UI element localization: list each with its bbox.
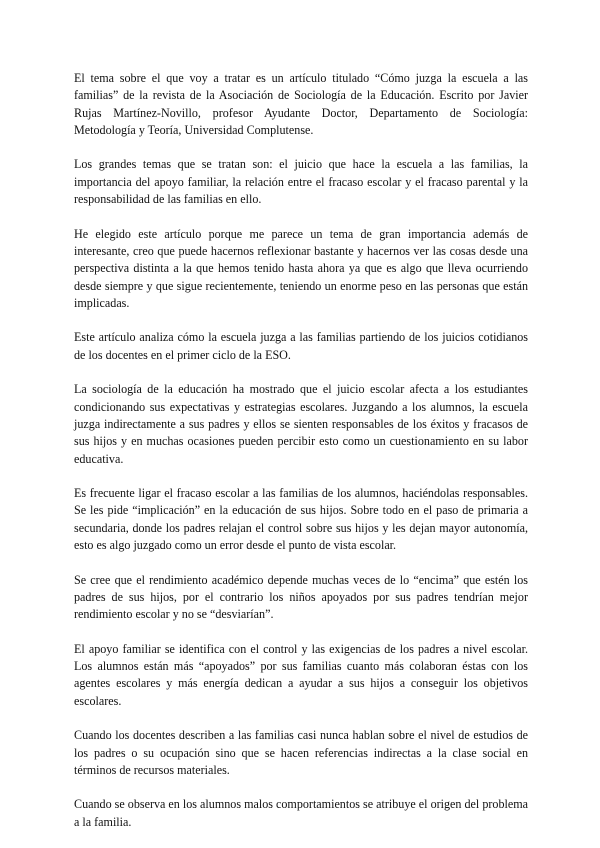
paragraph-intro: El tema sobre el que voy a tratar es un artículo titulado “Cómo juzga la escuela a las familias” de la revista de la Asociación de Sociología de la Educación. Escrito por Javier Rujas Martínez-Novillo, profesor Ayudante Doctor, Departamento de Sociología: Metodología y Teoría, Universidad Complutense. bbox=[74, 71, 528, 137]
paragraph-teacher-descriptions: Cuando los docentes describen a las familias casi nunca hablan sobre el nivel de estudios de los padres o su ocupación sino que se hacen referencias indirectas a la clase social en términos de recursos materiales. bbox=[74, 728, 528, 777]
paragraph-school-failure: Es frecuente ligar el fracaso escolar a las familias de los alumnos, haciéndolas responsables. Se les pide “implicación” en la educación de sus hijos. Sobre todo en el paso de primaria a secundaria, donde los padres relajan el control sobre sus hijos y les dejan mayor autonomía, esto es algo juzgado como un error desde el punto de vista escolar. bbox=[74, 486, 528, 553]
paragraph-sociology-education: La sociología de la educación ha mostrado que el juicio escolar afecta a los estudiantes condicionando sus expectativas y estrategias escolares. Juzgando a los alumnos, la escuela juzga indirectamente a sus padres y ellos se sienten responsables de los éxitos y fracasos de sus hijos y en muchas ocasiones pueden percibir esto como un cuestionamiento en su labor educativa. bbox=[74, 382, 528, 466]
paragraph-academic-performance: Se cree que el rendimiento académico depende muchas veces de lo “encima” que estén los padres de sus hijos, por el contrario los niños apoyados por sus padres tendrían mejor rendimiento escolar y no se “desviarían”. bbox=[74, 572, 528, 622]
paragraph-motivation: He elegido este artículo porque me parece un tema de gran importancia además de interesante, creo que puede hacernos reflexionar bastante y hacernos ver las cosas desde una perspectiva distinta a la que hemos tenido hasta ahora ya que es algo que lleva ocurriendo desde siempre y que sigue recientemente, teniendo un enorme peso en las personas que están implicadas. bbox=[74, 226, 528, 310]
paragraph-behavior-origin: Cuando se observa en los alumnos malos comportamientos se atribuye el origen del problema a la familia. bbox=[74, 797, 528, 829]
paragraph-family-support: El apoyo familiar se identifica con el control y las exigencias de los padres a nivel escolar. Los alumnos están más “apoyados” por sus familias cuanto más colaboran éstas con los agentes escolares y más energía dedican a ayudar a sus hijos a conseguir los objetivos escolares. bbox=[74, 641, 528, 708]
document-body bbox=[74, 70, 528, 848]
paragraph-article-scope: Este artículo analiza cómo la escuela juzga a las familias partiendo de los juicios cotidianos de los docentes en el primer ciclo de la ESO. bbox=[74, 330, 528, 362]
paragraph-main-topics: Los grandes temas que se tratan son: el juicio que hace la escuela a las familias, la importancia del apoyo familiar, la relación entre el fracaso escolar y el fracaso parental y la responsabilidad de las familias en ello. bbox=[74, 157, 528, 207]
